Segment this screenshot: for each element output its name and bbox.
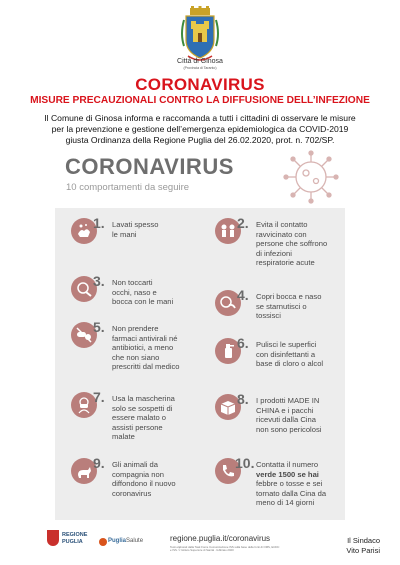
page-subtitle: MISURE PRECAUZIONALI CONTRO LA DIFFUSIONE DELL’INFEZIONE xyxy=(30,95,370,106)
item-text xyxy=(256,292,343,321)
item-line: Pulisci le superfici xyxy=(256,340,317,349)
puglia-salute-logo xyxy=(108,538,143,544)
item-line: Gli animali da xyxy=(112,460,159,469)
intro-line: Il Comune di Ginosa informa e raccomanda a tutti i cittadini di osservare le misure xyxy=(44,113,356,123)
item-text xyxy=(112,460,199,498)
virus-icon xyxy=(273,150,343,204)
mayor-name: Vito Parisi xyxy=(346,546,380,555)
poster-title: CORONAVIRUS xyxy=(65,154,234,179)
item-line: ravvicinato con xyxy=(256,229,307,239)
item-text xyxy=(256,460,343,508)
behaviour-item-5 xyxy=(59,318,199,378)
item-line: se starnutisci o xyxy=(256,301,307,311)
intro-line: per la prevenzione e gestione dell’emergenza epidemiologica da COVID-2019 xyxy=(51,124,349,134)
item-line: I prodotti MADE IN xyxy=(256,396,320,405)
behaviour-item-10 xyxy=(203,454,343,514)
item-line: essere malato o xyxy=(112,413,167,423)
item-line: febbre o tosse e sei xyxy=(256,479,323,489)
item-text xyxy=(256,340,343,369)
regione-line: PUGLIA xyxy=(62,538,83,545)
item-line: farmaci antivirali né xyxy=(112,333,178,343)
item-line: malate xyxy=(112,432,135,442)
item-text xyxy=(112,220,199,239)
item-line: solo se sospetti di xyxy=(112,403,173,413)
behaviours-panel xyxy=(55,208,345,520)
item-text xyxy=(112,394,199,442)
behaviour-item-6 xyxy=(203,334,343,394)
item-line: diffondono il nuovo xyxy=(112,479,176,489)
item-number: 1. xyxy=(93,215,105,231)
item-line: occhi, naso e xyxy=(112,287,157,297)
item-number: 9. xyxy=(93,455,105,471)
item-line: verde 1500 se hai xyxy=(256,469,319,479)
regione-puglia-logo xyxy=(47,528,95,552)
puglia-salute-word: Salute xyxy=(126,538,144,544)
item-line: compagnia non xyxy=(112,469,164,479)
item-line: tornato dalla Cina da xyxy=(256,488,327,498)
intro-line: giusta Ordinanza della Regione Puglia del 26.02.2020, prot. n. 702/SP. xyxy=(65,135,335,145)
item-line: Lavati spesso xyxy=(112,220,159,229)
poster-header xyxy=(45,146,355,204)
item-line: Usa la mascherina xyxy=(112,394,175,403)
item-text xyxy=(256,396,343,434)
regione-label xyxy=(62,532,87,545)
regione-crest-icon xyxy=(47,530,59,546)
item-number: 2. xyxy=(237,215,249,231)
item-line: con disinfettanti a xyxy=(256,349,316,359)
item-line: persone che soffrono xyxy=(256,239,328,249)
item-number: 3. xyxy=(93,273,105,289)
page-title: CORONAVIRUS xyxy=(135,75,265,94)
city-crest-logo xyxy=(178,6,222,64)
iss-poster xyxy=(45,146,355,525)
mayor-signature xyxy=(300,536,380,556)
item-line: meno di 14 giorni xyxy=(256,498,315,508)
behaviour-item-9 xyxy=(59,454,199,514)
behaviour-item-1 xyxy=(59,214,199,274)
item-line: Contatta il numero xyxy=(256,460,319,469)
item-text xyxy=(112,278,199,307)
item-number: 4. xyxy=(237,287,249,303)
item-line: base di cloro o alcol xyxy=(256,359,324,369)
item-line: assisti persone xyxy=(112,422,163,432)
item-line: non sono pericolosi xyxy=(256,424,322,434)
item-line: di infezioni xyxy=(256,248,292,258)
puglia-salute-logo-icon xyxy=(99,538,107,546)
item-line: tossisci xyxy=(256,311,281,321)
item-number: 6. xyxy=(237,335,249,351)
item-line: coronavirus xyxy=(112,488,152,498)
item-line: Non prendere xyxy=(112,324,159,333)
behaviour-item-8 xyxy=(203,390,343,450)
item-line: che non siano xyxy=(112,352,160,362)
item-number: 7. xyxy=(93,389,105,405)
item-line: le mani xyxy=(112,229,137,239)
item-line: antibiotici, a meno xyxy=(112,343,174,353)
item-number: 5. xyxy=(93,319,105,335)
city-name: Città di Ginosa xyxy=(177,58,223,65)
province-label: (Provincia di Taranto) xyxy=(183,66,217,70)
item-line: prescritti dal medico xyxy=(112,362,180,372)
poster-subtitle: 10 comportamenti da seguire xyxy=(66,182,190,193)
item-text xyxy=(256,220,343,268)
puglia-salute-word: Puglia xyxy=(108,538,127,544)
behaviour-item-2 xyxy=(203,214,343,274)
item-line xyxy=(256,460,343,470)
source-footnote: Testi elaborati dalla Task Force Comunicazione ISS sulla base delle fonti di OMS, ECDC e ISS. © Istituto Superiore di Sanità · febbraio 2020 xyxy=(170,545,280,553)
item-line: Non toccarti xyxy=(112,278,153,287)
behaviour-item-7 xyxy=(59,388,199,448)
item-number: 10. xyxy=(235,455,255,471)
item-line: bocca con le mani xyxy=(112,297,174,307)
item-line: Copri bocca e naso xyxy=(256,292,322,301)
item-line: ricevuti dalla Cina xyxy=(256,415,316,425)
coronavirus-url-link[interactable]: regione.puglia.it/coronavirus xyxy=(170,534,271,543)
item-line: Evita il contatto xyxy=(256,220,308,229)
regione-line: REGIONE xyxy=(62,532,88,538)
item-text xyxy=(112,324,199,372)
mayor-title: Il Sindaco xyxy=(347,536,380,545)
item-line: respiratorie acute xyxy=(256,258,315,268)
intro-text xyxy=(12,113,388,146)
item-number: 8. xyxy=(237,391,249,407)
item-line: CHINA e i pacchi xyxy=(256,405,314,415)
